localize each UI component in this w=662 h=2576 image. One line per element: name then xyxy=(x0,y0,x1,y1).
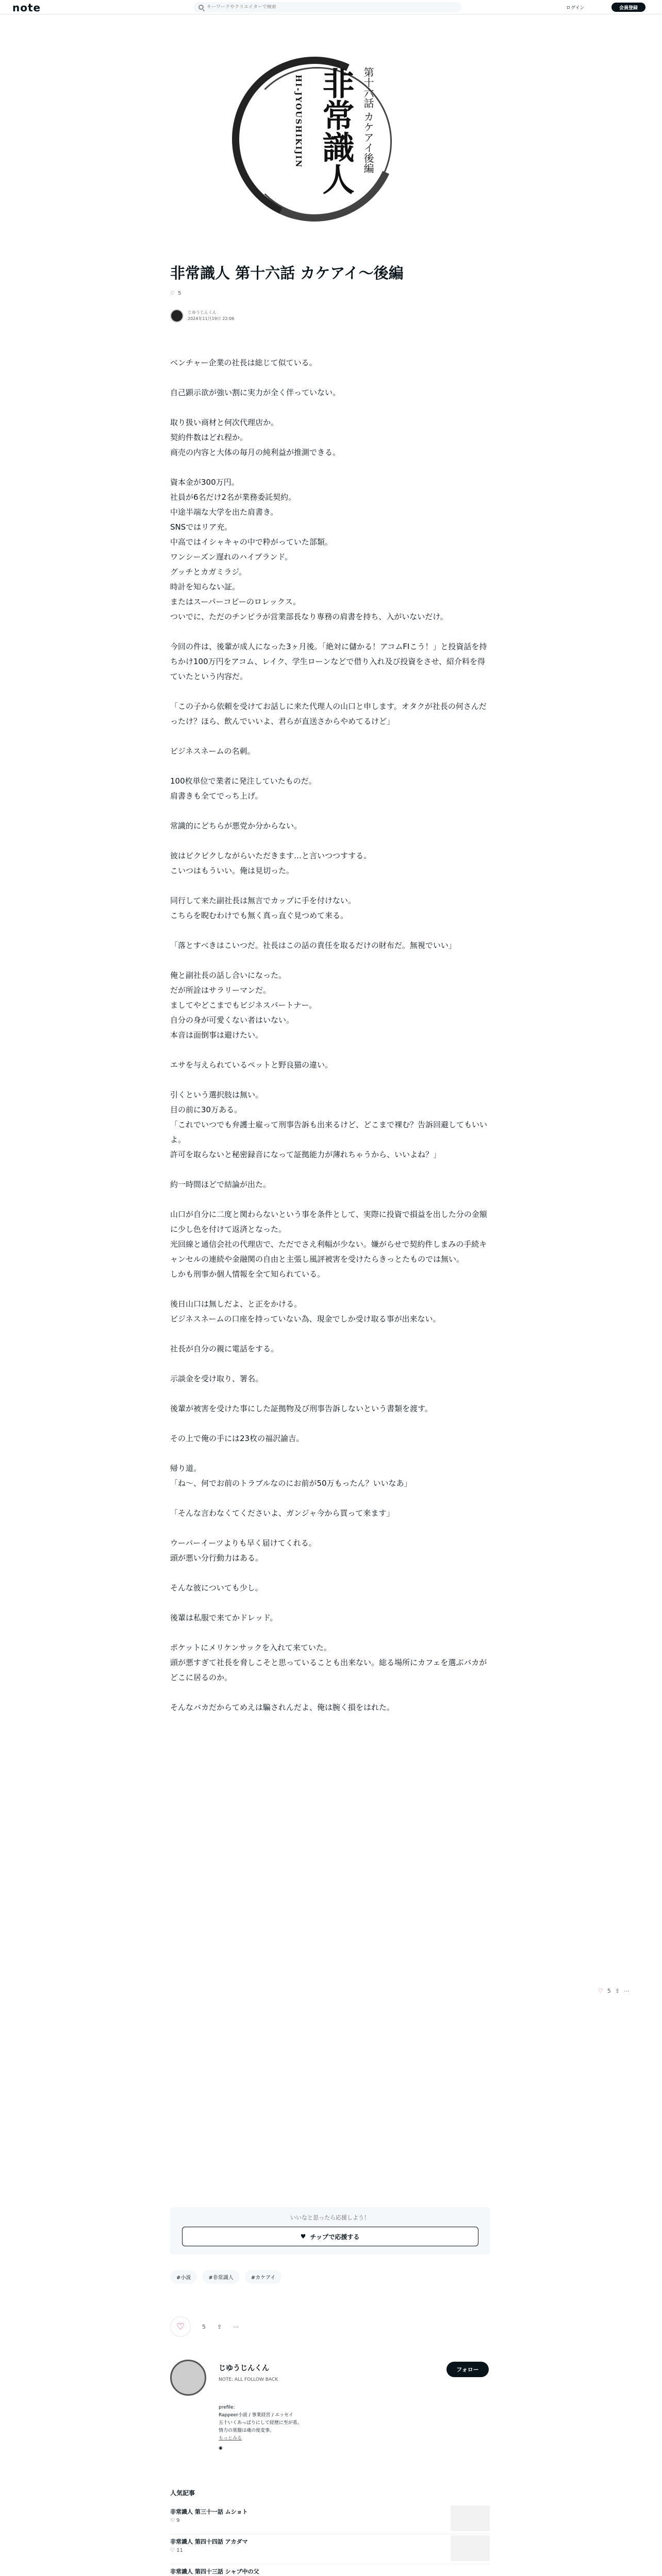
author-name[interactable]: じゆうじんくん xyxy=(188,310,217,315)
follow-button[interactable]: フォロー xyxy=(446,2362,489,2377)
article-paragraph: 後輩は私服で来てかドレッド。 xyxy=(170,1613,278,1622)
like-button[interactable]: ♡ xyxy=(170,2316,191,2337)
heart-icon: ♥ xyxy=(300,2233,306,2240)
author-row[interactable] xyxy=(170,309,234,323)
search-icon xyxy=(198,5,204,10)
article-paragraph: 引くという選択肢は無い。 目の前に30万ある。 「これでいつでも弁護士雇って刑事告訴も出来るけど、どこまで裸む？告訴回避してもいいよ。 許可を取らないと秘密録音になって証拠能力が薄れちゃうから、いいよね？」 xyxy=(170,1090,488,1159)
popular-item-thumbnail[interactable] xyxy=(451,2535,490,2561)
popular-item-title[interactable]: 非常識人 第三十一話 ムショト xyxy=(170,2509,248,2515)
article-paragraph: ビジネスネームの名刺。 xyxy=(170,747,255,756)
popular-item-likes: ♡ 11 xyxy=(170,2548,183,2553)
article-paragraph: 常識的にどちらが悪党か分からない。 xyxy=(170,821,302,831)
article-paragraph: 資本金が300万円。 社員が6名だけ2名が業務委託契約。 中途半端な大学を出た肩書き。 SNSではリア充。 中高ではイシャキャの中で粋がっていた部類。 ワンシーズン遅れのハイブランド。 グッチとカガミラジ。 時計を知らない証。 またはスーパーコピーのロレックス。 ついでに、ただのチンピラが営業部長なり専務の肩書を持ち、入がいないだけ。 xyxy=(170,478,448,621)
tip-button[interactable] xyxy=(182,2227,478,2246)
popular-item-title[interactable]: 非常識人 第四十四話 アカダマ xyxy=(170,2538,248,2545)
popular-item[interactable] xyxy=(170,2534,490,2564)
article-title: 非常識人 第十六話 カケアイ〜後編 xyxy=(170,264,404,282)
article-paragraph: ベンチャー企業の社長は総じて似ている。 xyxy=(170,358,317,367)
post-date: 2024年11月19日 22:06 xyxy=(188,316,235,321)
side-like-count: 5 xyxy=(607,1988,611,1994)
article-paragraph: 自己顕示欲が強い割に実力が全く伴っていない。 xyxy=(170,388,341,397)
profile-bio-text: prefile: Rappeer小説 / 事業経営 / エッセイ 五十いくあっぱりにして経歴に至が系。 情力の基盤は魂の度変事。 xyxy=(219,2405,302,2433)
article-paragraph: その上で俺の手には23枚の福沢諭吉。 xyxy=(170,1434,304,1443)
popular-item[interactable] xyxy=(170,2564,490,2576)
article-paragraph: エサを与えられているペットと野良猫の違い。 xyxy=(170,1060,333,1070)
article-paragraph: 同行して来た副社長は無言でカップに手を付けない。 こちらを睨むわけでも無く真っ直ぐ見つめて来る。 xyxy=(170,896,356,920)
share-icon[interactable]: ⇪ xyxy=(217,2323,222,2330)
article-paragraph: 約一時間ほどで結論が出た。 xyxy=(170,1180,271,1189)
tag-list xyxy=(170,2270,282,2284)
profile-bio xyxy=(219,2404,373,2452)
article-paragraph: 社長が自分の親に電話をする。 xyxy=(170,1344,279,1353)
article-paragraph: 彼はビクビクしながらいただきます…と言いつつすする。 こいつはもういい。俺は見切った。 xyxy=(170,851,372,875)
hero-roman-title: HI-JYOUSHIKIJIN xyxy=(294,75,303,168)
action-like-count: 5 xyxy=(202,2323,206,2330)
article-paragraph: 後日山口は無しだよ、と正をかける。 ビジネスネームの口座を持っていない為、現金でしか受け取る事が出来ない。 xyxy=(170,1299,441,1324)
article-paragraph: そんなバカだからてめえは騙されんだよ、俺は腕く損をはれた。 xyxy=(170,1703,394,1712)
article-body xyxy=(170,355,490,1730)
signup-button[interactable]: 会員登録 xyxy=(611,3,646,12)
like-count: 5 xyxy=(177,291,181,296)
top-header xyxy=(0,0,662,14)
popular-item-title[interactable]: 非常識人 第四十三話 シャブ中の父 xyxy=(170,2568,259,2575)
article-paragraph: 山口が自分に二度と関わらないという事を条件として、実際に投資で損益を出した分の金額に少し色を付けて返済となった。 光回線と通信会社の代理店で、ただでさえ利幅が少ない。嫌がらせで契約件しまみの手続キャンセルの連続や金融関の自由と主張し風評被害を受けたらきっとたものでは無い。 しかも刑事か個人情報を全て知られている。 xyxy=(170,1210,487,1279)
article-paragraph: 今回の件は、後輩が成人になった3ヶ月後。「絶対に儲かる！アコムFIこう！」と投資話を持ちかけ100万円をアコム、レイク、学生ローンなどで借り入れ及び投資をさせ、紹介料を得ていたという内容だ。 xyxy=(170,642,487,681)
profile-avatar[interactable] xyxy=(170,2360,206,2396)
popular-item-likes: ♡ 9 xyxy=(170,2518,180,2523)
hero-image xyxy=(170,46,490,237)
hero-subtitle: 第十六話 カケアイ後編 xyxy=(362,67,374,174)
search-input[interactable] xyxy=(207,5,454,10)
article-actions xyxy=(170,2316,239,2337)
login-link[interactable]: ログイン xyxy=(566,6,585,11)
tag-item[interactable]: #非常識人 xyxy=(202,2270,239,2284)
article-paragraph: 「この子から依頼を受けてお話しに来た代理人の山口と申します。オタクが社長の何さんだったけ？ほら、飲んでいいよ、君らが直送さからやめてるけど」 xyxy=(170,702,487,726)
popular-heading: 人気記事 xyxy=(170,2489,195,2497)
search-bar[interactable] xyxy=(193,2,461,12)
article-paragraph: 「落とすべきはこいつだ。社長はこの話の責任を取るだけの財布だ。無視でいい」 xyxy=(170,941,456,950)
hero-main-title: 非常識人 xyxy=(317,67,355,195)
tip-button-label: チップで応援する xyxy=(310,2233,360,2241)
article-paragraph: 取り扱い商材と何次代理店か。 契約件数はどれ程か。 商売の内容と大体の毎月の純利益が推測できる。 xyxy=(170,418,341,457)
note-logo[interactable]: note xyxy=(12,2,41,14)
popular-item-thumbnail[interactable] xyxy=(451,2505,490,2531)
article-paragraph: 「そんな言わなくてくださいよ、ガンジャ今から買って来ます」 xyxy=(170,1509,394,1518)
tag-item[interactable]: #カケアイ xyxy=(245,2270,282,2284)
article-paragraph: そんな彼についても少し。 xyxy=(170,1583,263,1592)
author-avatar[interactable] xyxy=(170,309,184,323)
profile-name[interactable]: じゆうじんくん xyxy=(219,2364,269,2372)
share-icon[interactable]: ⇪ xyxy=(615,1988,620,1994)
rss-icon[interactable]: ◉ xyxy=(219,2446,223,2451)
article-paragraph: 示談金を受け取り、署名。 xyxy=(170,1374,263,1383)
article-paragraph: 帰り道。 「ね〜、何でお前のトラブルなのにお前が50万もったん？いいなあ」 xyxy=(170,1464,412,1488)
article-paragraph: 俺と副社長の話し合いになった。 だが所詮はサラリーマンだ。 ましてやどこまでもビジネスパートナー。 自分の身が可愛くない者はいない。 本音は面倒事は避けたい。 xyxy=(170,971,317,1040)
side-actions xyxy=(598,1988,630,1994)
popular-articles xyxy=(170,2488,490,2576)
support-box xyxy=(170,2207,490,2255)
popular-item[interactable] xyxy=(170,2504,490,2534)
support-label: いいなと思ったら応援しよう！ xyxy=(290,2214,370,2221)
profile-more-link[interactable]: もっとみる xyxy=(219,2436,242,2441)
article-paragraph: ウーバーイーツよりも早く届けてくれる。 頭が悪い分行動力はある。 xyxy=(170,1538,317,1563)
article-paragraph: 後輩が被害を受けた事にした証拠物及び刑事告訴しないという書類を渡す。 xyxy=(170,1404,433,1413)
more-icon[interactable]: ⋯ xyxy=(624,1988,630,1994)
article-paragraph: 100枚単位で業者に発注していたものだ。 肩書きも全てでっち上げ。 xyxy=(170,776,317,801)
article-paragraph: ポケットにメリケンサックを入れて来ていた。 頭が悪すぎて社長を脅しこそと思っていることも出来ない。総る場所にカフェを選ぶバカがどこに居るのか。 xyxy=(170,1643,487,1682)
title-like-count[interactable] xyxy=(170,291,181,296)
profile-subtitle: NOTE: ALL FOLLOW BACK xyxy=(219,2377,278,2382)
heart-icon: ♡ xyxy=(170,291,175,296)
tag-item[interactable]: #小説 xyxy=(170,2270,197,2284)
heart-icon[interactable]: ♡ xyxy=(598,1988,603,1994)
more-icon[interactable]: ⋯ xyxy=(233,2323,239,2330)
